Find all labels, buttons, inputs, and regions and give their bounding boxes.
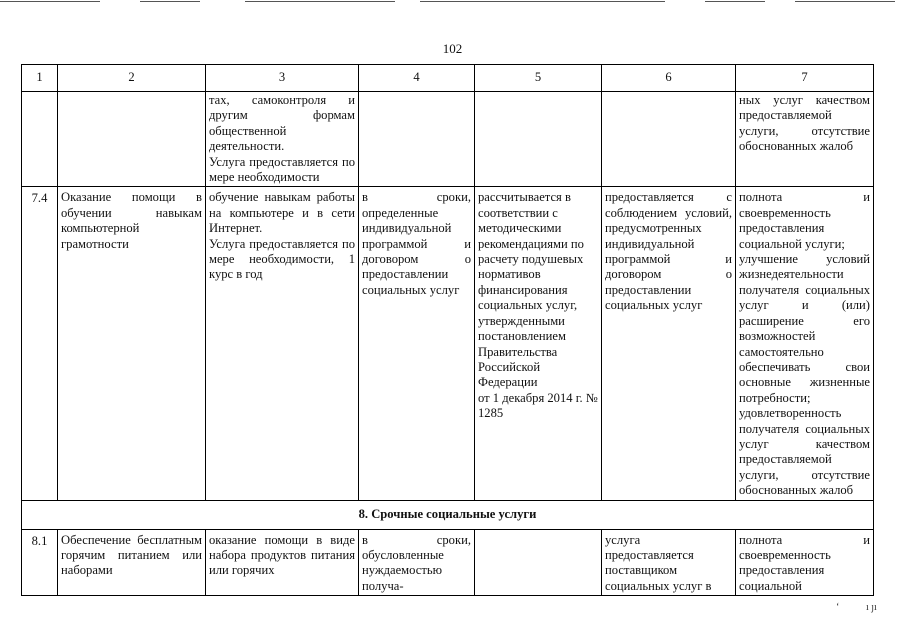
scan-edge-line — [0, 1, 100, 2]
cell-service-name: Обеспечение бесплатным горячим питанием или наборами — [58, 529, 206, 596]
table-row-7-4 — [22, 187, 874, 500]
scan-edge-line — [420, 1, 665, 2]
header-cell-1: 1 — [22, 65, 58, 92]
scan-edge-line — [705, 1, 765, 2]
header-cell-6: 6 — [602, 65, 736, 92]
table-row-continuation — [22, 92, 874, 187]
cell-number: 8.1 — [22, 529, 58, 596]
header-cell-2: 2 — [58, 65, 206, 92]
cell-conditions — [602, 92, 736, 187]
header-cell-5: 5 — [475, 65, 602, 92]
cell-tariff — [475, 529, 602, 596]
cell-description: оказание помощи в виде набора продуктов питания или горячих — [206, 529, 359, 596]
section-title: 8. Срочные социальные услуги — [22, 500, 874, 529]
cell-service-name: Оказание помощи в обучении навыкам компьютерной грамотности — [58, 187, 206, 500]
section-heading-row — [22, 500, 874, 529]
cell-terms — [359, 92, 475, 187]
footer-mark-right: ı ȷı — [866, 602, 877, 613]
table-row-8-1 — [22, 529, 874, 596]
cell-number: 7.4 — [22, 187, 58, 500]
cell-quality-indicators: полнота и своевременность предоставления социальной услуги; улучшение условий жизнедеятельности получателя социальных услуг и (или) расширение его возможностей самостоятельно обеспечивать свои основные жизненные потребности; удовлетворенность получателя социальных услуг качеством предоставляемой услуги, отсутствие обоснованных жалоб — [736, 187, 874, 500]
scan-edge-line — [245, 1, 395, 2]
page-number: 102 — [442, 41, 463, 56]
cell-description: обучение навыкам работы на компьютере и в сети Интернет. Услуга предоставляется по мере необходимости, 1 курс в год — [206, 187, 359, 500]
cell-terms: в сроки, обусловленные нуждаемостью получа- — [359, 529, 475, 596]
cell-tariff — [475, 92, 602, 187]
cell-conditions: предоставляется с соблюдением условий, предусмотренных индивидуальной программой и договором о предоставлении социальных услуг — [602, 187, 736, 500]
services-table — [21, 64, 874, 596]
header-cell-3: 3 — [206, 65, 359, 92]
table-header-row — [22, 65, 874, 92]
cell-tariff: рассчитывается в соответствии с методическими рекомендациями по расчету подушевых нормативов финансирования социальных услуг, утвержденными постановлением Правительства Российской Федерации от 1 декабря 2014 г. № 1285 — [475, 187, 602, 500]
cell-service-name — [58, 92, 206, 187]
header-cell-7: 7 — [736, 65, 874, 92]
cell-description: тах, самоконтроля и другим формам общественной деятельности. Услуга предоставляется по мере необходимости — [206, 92, 359, 187]
cell-quality-indicators: полнота и своевременность предоставления социальной — [736, 529, 874, 596]
cell-conditions: услуга предоставляется поставщиком социальных услуг в — [602, 529, 736, 596]
cell-terms: в сроки, определенные индивидуальной программой и договором о предоставлении социальных услуг — [359, 187, 475, 500]
cell-quality-indicators: ных услуг качеством предоставляемой услуги, отсутствие обоснованных жалоб — [736, 92, 874, 187]
scan-edge-line — [795, 1, 895, 2]
footer-mark-left: ‘ — [836, 602, 840, 613]
header-cell-4: 4 — [359, 65, 475, 92]
scan-edge-line — [140, 1, 200, 2]
cell-number — [22, 92, 58, 187]
